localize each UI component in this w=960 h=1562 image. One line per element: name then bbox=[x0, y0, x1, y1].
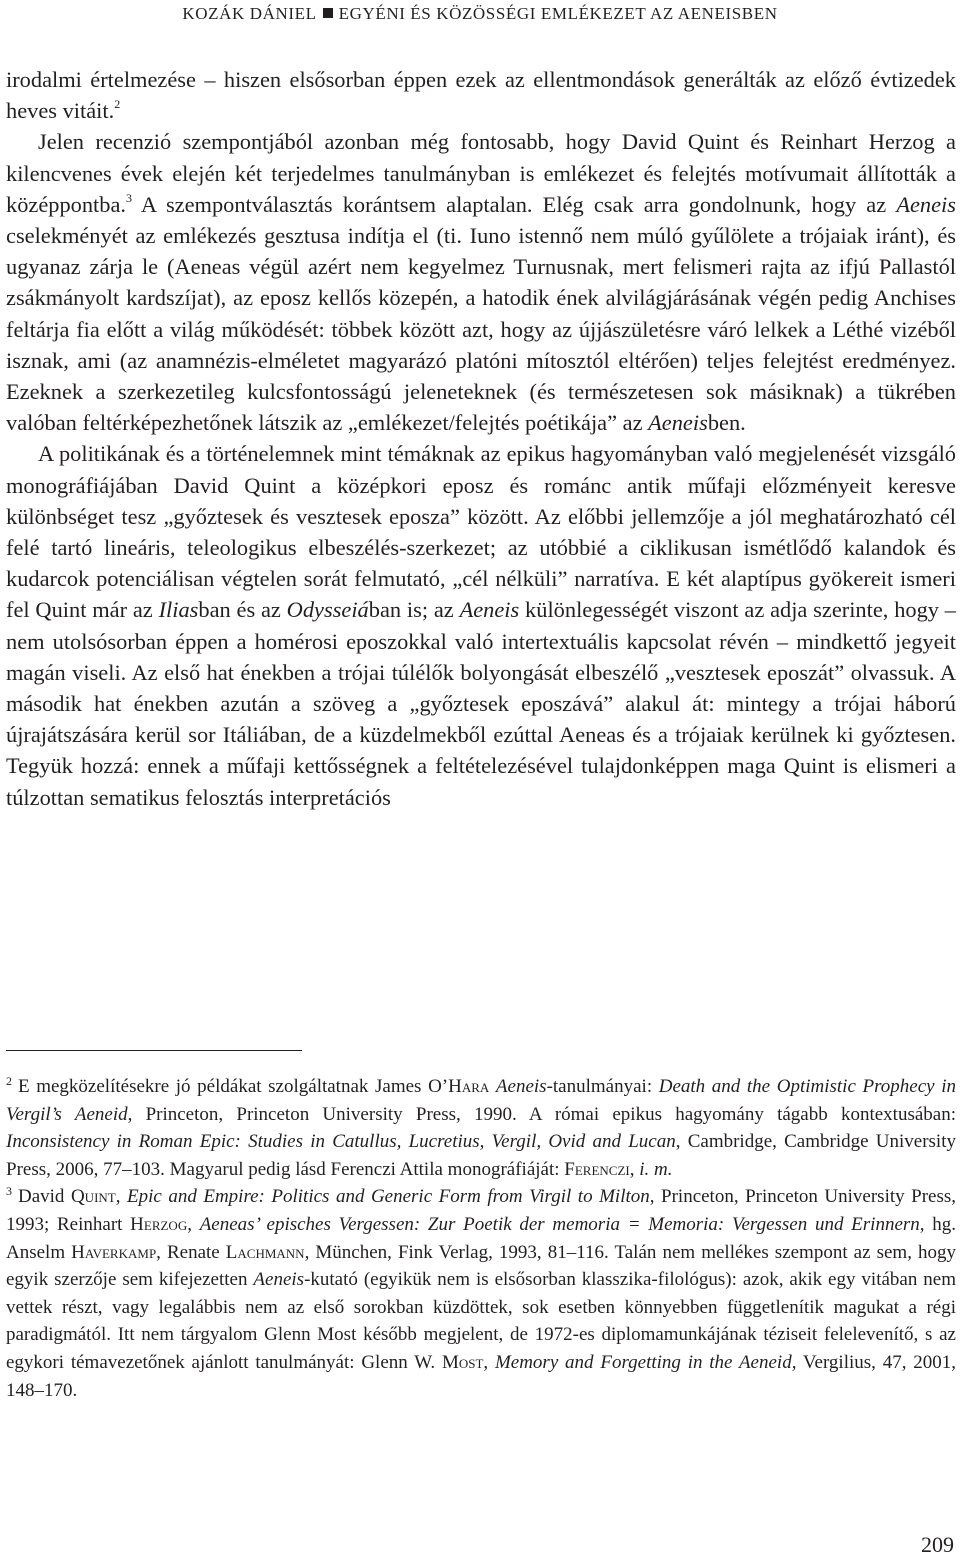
footnote-text: , Princeton, Princeton University Press, 1990. A római epikus hagyomány tágabb kontextusában: bbox=[127, 1103, 956, 1125]
paragraph-3-text-d: különlegességét viszont az adja szerinte, hogy – nem utolsósorban éppen a homérosi eposzokkal való intertextuális kapcsolat révén – mindkettő jegyeit magán viseli. Az első hat énekben a trójai túlélők bolyongását elbeszélő „vesztesek eposzát” olvassuk. A második hat énekben azután a szöveg a „győztesek eposzává” alakul át: mintegy a trójai háború újrajátszására kerül sor Itáliában, de a küzdelmekből ezúttal Aeneas és a trójaiak kerülnek ki győztesen. Tegyük hozzá: ennek a műfaji kettősségnek a feltételezésével tulajdonképpen maga Quint is elismeri a túlzottan sematikus felosztás interpretációs bbox=[6, 597, 956, 810]
citation-abbrev: i. m. bbox=[639, 1158, 673, 1180]
paragraph-2 bbox=[6, 126, 956, 438]
paragraph-2-text-a: Jelen recenzió szempontjából azonban még fontosabb, hogy David Quint és Reinhart Herzog a kilencvenes évek elején két terjedelmes tanulmányban is emlékezet és felejtés motívumait állították a középpontba. bbox=[6, 129, 956, 217]
footnote-text: , Cambridge, Cambridge University Press, 2006, 77–103. Magyarul pedig lásd Ferenczi Attila monográfiáját: bbox=[6, 1131, 956, 1180]
footnote-text: , hg. Anselm bbox=[6, 1213, 957, 1263]
book-title: Death and the Optimistic Prophecy in Vergil’s Aeneid bbox=[6, 1076, 956, 1125]
author-name: Herzog bbox=[130, 1213, 188, 1235]
paragraph-3-text-b: ban és az bbox=[198, 597, 287, 623]
footnote-text: , bbox=[115, 1186, 127, 1208]
paragraph-1-text: irodalmi értelmezése – hiszen elsősorban éppen ezek az ellentmondások generálták az előző évtizedek heves vitáit. bbox=[6, 67, 956, 124]
paragraph-3-text-c: ban is; az bbox=[368, 597, 460, 623]
footnote-text: , München, Fink Verlag, 1993, 81–116. Talán nem mellékes szempont az sem, hogy egyik szerzője sem kifejezetten bbox=[6, 1241, 956, 1291]
footnotes bbox=[6, 1073, 956, 1404]
work-title-aeneis: Aeneis bbox=[648, 410, 708, 436]
book-title: Inconsistency in Roman Epic: Studies in Catullus, Lucretius, Vergil, Ovid and Lucan bbox=[6, 1131, 676, 1153]
footnote-ref-3[interactable]: 3 bbox=[126, 190, 132, 205]
paragraph-3 bbox=[6, 438, 956, 812]
footnote-text: , bbox=[629, 1158, 640, 1180]
footnote-text: , bbox=[483, 1351, 495, 1373]
book-title: Memory and Forgetting in the Aeneid bbox=[494, 1351, 792, 1373]
footnote-text: E megközelítésekre jó példákat szolgáltatnak James O’ bbox=[18, 1076, 449, 1097]
author-name: Lachmann bbox=[225, 1241, 305, 1263]
body-text bbox=[6, 64, 956, 813]
author-name: Ferenczi bbox=[564, 1158, 630, 1180]
page-number: 209 bbox=[921, 1532, 954, 1557]
work-title-aeneis: Aeneis bbox=[253, 1269, 305, 1291]
footnote-3 bbox=[6, 1183, 956, 1404]
running-head bbox=[0, 4, 960, 24]
paragraph-3-text-a: A politikának és a történelemnek mint témáknak az epikus hagyományban való megjelenését vizsgáló monográfiájában David Quint a középkori eposz és románc antik műfaji előzményeit keresve különbséget tesz „győztesek és vesztesek eposza” között. Az előbbi jellemzője a jól meghatározható cél felé tartó lineáris, teleologikus elbeszélés-szerkezet; az utóbbié a ciklikusan ismétlődő kalandok és kudarcok potenciálisan végtelen sorát felmutató, „cél nélküli” narratíva. E két alaptípus gyökereit ismeri fel Quint már az bbox=[6, 441, 956, 623]
footnote-text: , Renate bbox=[156, 1241, 226, 1263]
book-title: Epic and Empire: Politics and Generic Form from Virgil to Milton bbox=[127, 1186, 650, 1208]
footnote-text: -kutató (egyikük nem is elsősorban klasszika-filológus): azok, akik egy vitában nem vettek részt, vagy legalábbis nem az első sorokban küzdöttek, sok esetben könnyebben függetlenítik magukat a régi paradigmától. Itt nem tárgyalom Glenn Most később megjelent, de 1972-es diplomamunkájának téziseit felelevenítő, s az egykori témavezetőnek ajánlott tanulmányát: Glenn W. bbox=[6, 1269, 956, 1373]
author-name: Haverkamp bbox=[71, 1241, 157, 1263]
author-name: Most bbox=[441, 1351, 484, 1373]
footnote-number: 3 bbox=[6, 1184, 12, 1199]
work-title-aeneis: Aeneis bbox=[459, 597, 520, 623]
paragraph-2-text-b: A szempontválasztás korántsem alaptalan. Elég csak arra gondolnunk, hogy az bbox=[132, 191, 897, 217]
work-title-aeneis: Aeneis bbox=[896, 191, 956, 217]
footnote-separator bbox=[6, 1050, 302, 1051]
running-head-title: EGYÉNI ÉS KÖZÖSSÉGI EMLÉKEZET AZ AENEISBEN bbox=[338, 4, 778, 23]
author-name: Hara bbox=[448, 1076, 490, 1097]
footnote-text: , bbox=[187, 1213, 200, 1235]
footnote-text bbox=[489, 1076, 496, 1097]
footnote-text: , Vergilius, 47, 2001, 148–170. bbox=[6, 1351, 957, 1401]
footnote-text: -tanulmányai: bbox=[546, 1076, 659, 1097]
running-head-author: KOZÁK DÁNIEL bbox=[182, 4, 317, 23]
footnote-text: , Princeton, Princeton University Press, 1993; Reinhart bbox=[6, 1186, 957, 1235]
work-title-aeneis: Aeneis bbox=[495, 1076, 547, 1097]
work-title-odysseia: Odysseiá bbox=[286, 597, 369, 623]
paragraph-2-text-c: cselekményét az emlékezés gesztusa indítja el (ti. Iuno istennő nem múló gyűlölete a trójaiak iránt), és ugyanaz zárja le (Aeneas végül azért nem kegyelmez Turnusnak, mert felismeri rajta az ifjú Pallastól zsákmányolt kardszíjat), az eposz kellős közepén, a hatodik ének alvilágjárásának végén pedig Anchises feltárja fia előtt a világ működését: többek között azt, hogy az újjászületésre váró lelkek a Léthé vizéből isznak, ami (az anamnézis-elméletet magyarázó platóni mítosztól eltérően) teljes felejtést eredményez. Ezeknek a szerkezetileg kulcsfontosságú jeleneteknek (és természetesen sok másiknak) a tükrében valóban feltérképezhetőnek látszik az „emlékezet/felejtés poétikája” az bbox=[6, 223, 956, 436]
footnote-text: David bbox=[18, 1186, 71, 1208]
footnote-2 bbox=[6, 1073, 956, 1183]
paragraph-2-text-d: ben. bbox=[707, 410, 746, 436]
author-name: Quint bbox=[70, 1186, 116, 1208]
footnote-ref-2[interactable]: 2 bbox=[114, 97, 121, 112]
work-title-ilias: Ilias bbox=[158, 597, 199, 623]
square-bullet-icon bbox=[323, 8, 333, 18]
paragraph-1 bbox=[6, 64, 956, 126]
book-title: Aeneas’ episches Vergessen: Zur Poetik der memoria = Memoria: Vergessen und Erinnern bbox=[199, 1213, 920, 1235]
footnote-number: 2 bbox=[6, 1074, 12, 1088]
